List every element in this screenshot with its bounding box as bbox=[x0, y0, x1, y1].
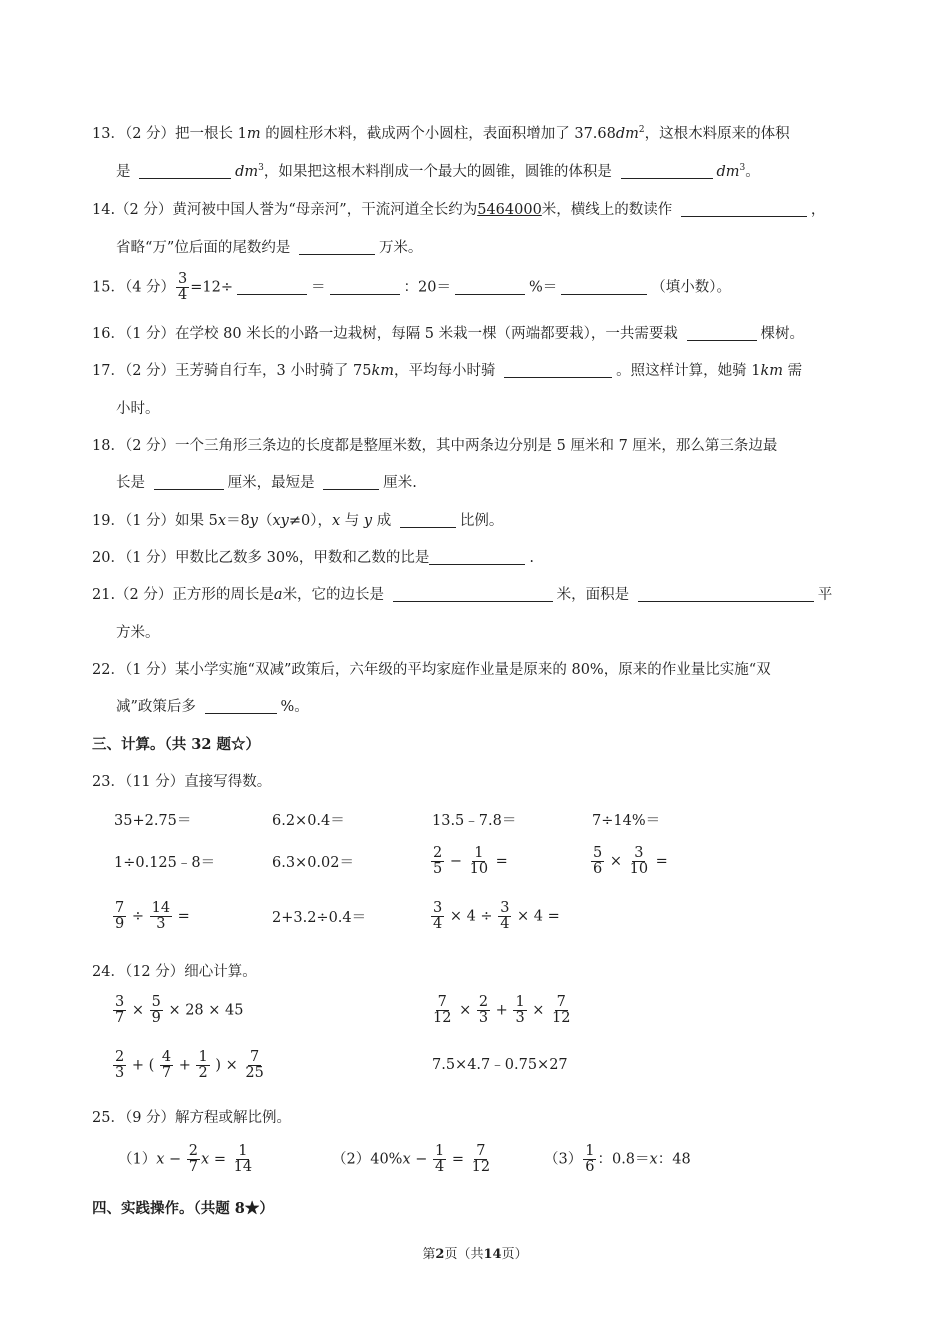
section-3-heading: 三、计算。（共 32 题☆） bbox=[92, 736, 261, 753]
question-16: 16．（1 分）在学校 80 米长的小路一边栽树，每隔 5 米栽一棵（两端都要栽），一共需要栽 棵树。 bbox=[92, 326, 805, 342]
question-23-title: 23．（11 分）直接写得数。 bbox=[92, 774, 272, 790]
answer-blank[interactable] bbox=[205, 699, 277, 714]
calc-expression: 7.5×4.7﹣0.75×27 bbox=[432, 1057, 568, 1073]
answer-blank[interactable] bbox=[429, 550, 525, 565]
question-15: 15．（4 分） $\frac{3}{4}$ =12÷ ＝ ：20＝ %＝ （填小数）。 bbox=[92, 271, 732, 304]
answer-blank[interactable] bbox=[621, 164, 713, 179]
question-21-line2: 方米。 bbox=[116, 625, 160, 641]
calc-expression: $\frac{3}{7}$ × $\frac{5}{9}$ × 28 × 45 bbox=[115, 994, 244, 1027]
calc-item: 1÷0.125﹣8＝ bbox=[114, 855, 216, 871]
page-footer: 第2页（共14页） bbox=[422, 1247, 528, 1262]
calc-item: 7÷14%＝ bbox=[592, 813, 661, 829]
section-4-heading: 四、实践操作。（共题 8★） bbox=[92, 1200, 274, 1217]
question-25-title: 25．（9 分）解方程或解比例。 bbox=[92, 1110, 292, 1126]
question-14-line1: 14.（2 分）黄河被中国人誉为“母亲河”，干流河道全长约为5464000米，横线上的数读作 ， bbox=[92, 202, 826, 218]
calc-item: 13.5﹣7.8＝ bbox=[432, 813, 517, 829]
question-19: 19．（1 分）如果 5x＝8y（xy≠0），x 与 y 成 比例。 bbox=[92, 513, 504, 529]
answer-blank[interactable] bbox=[154, 475, 224, 490]
answer-blank[interactable] bbox=[400, 513, 456, 528]
question-24-title: 24．（12 分）细心计算。 bbox=[92, 964, 257, 980]
answer-blank[interactable] bbox=[504, 363, 612, 378]
calc-item-fraction: $\frac{3}{4}$ × 4 ÷ $\frac{3}{4}$ × 4 = bbox=[433, 900, 560, 933]
calc-expression: $\frac{2}{3}$ + ( $\frac{4}{7}$ + $\frac{1}{2}$ ) × $\frac{7}{25}$ bbox=[115, 1049, 264, 1082]
equation-2: （2）40%x − $\frac{1}{4}$ = $\frac{7}{12}$ bbox=[332, 1143, 491, 1176]
answer-blank[interactable] bbox=[323, 475, 379, 490]
calc-item: 6.3×0.02＝ bbox=[272, 855, 354, 871]
calc-item-fraction: $\frac{7}{9}$ ÷ $\frac{14}{3}$ = bbox=[115, 900, 190, 933]
question-13-line1: 13．（2 分）把一根长 1m 的圆柱形木料，截成两个小圆柱，表面积增加了 $37.68dm^2$，这根木料原来的体积 bbox=[92, 125, 790, 142]
calc-item: 2+3.2÷0.4＝ bbox=[272, 910, 367, 926]
answer-blank[interactable] bbox=[139, 164, 231, 179]
answer-blank[interactable] bbox=[299, 240, 375, 255]
answer-blank[interactable] bbox=[681, 202, 807, 217]
question-20: 20．（1 分）甲数比乙数多 30%，甲数和乙数的比是 . bbox=[92, 550, 534, 566]
answer-blank[interactable] bbox=[561, 280, 647, 295]
question-14-line2: 省略“万”位后面的尾数约是 万米。 bbox=[116, 240, 423, 256]
answer-blank[interactable] bbox=[638, 587, 814, 602]
question-18-line2: 长是 厘米，最短是 厘米. bbox=[116, 475, 417, 491]
question-17-line2: 小时。 bbox=[116, 401, 160, 417]
question-18-line1: 18．（2 分）一个三角形三条边的长度都是整厘米数，其中两条边分别是 5 厘米和 7 厘米，那么第三条边最 bbox=[92, 438, 778, 454]
equation-1: （1）x − $\frac{2}{7}$ x = $\frac{1}{14}$ bbox=[118, 1143, 253, 1176]
equation-3: （3） $\frac{1}{6}$ ：0.8＝x：48 bbox=[544, 1143, 691, 1176]
calc-item: 6.2×0.4＝ bbox=[272, 813, 345, 829]
answer-blank[interactable] bbox=[455, 280, 525, 295]
question-21-line1: 21.（2 分）正方形的周长是a米，它的边长是 米，面积是 平 bbox=[92, 587, 833, 603]
calc-item-fraction: $\frac{5}{6}$ × $\frac{3}{10}$ = bbox=[593, 845, 668, 878]
fraction: $\frac{3}{4}$ bbox=[178, 271, 188, 304]
answer-blank[interactable] bbox=[687, 326, 757, 341]
answer-blank[interactable] bbox=[330, 280, 400, 295]
calc-expression: $\frac{7}{12}$ × $\frac{2}{3}$ + $\frac{1}{3}$ × $\frac{7}{12}$ bbox=[433, 994, 571, 1027]
answer-blank[interactable] bbox=[237, 280, 307, 295]
calc-item-fraction: $\frac{2}{5}$ − $\frac{1}{10}$ = bbox=[433, 845, 508, 878]
question-13-line2: 是 $dm^3$，如果把这根木料削成一个最大的圆锥，圆锥的体积是 $dm^3$。 bbox=[116, 163, 760, 180]
question-22-line1: 22．（1 分）某小学实施“双减”政策后，六年级的平均家庭作业量是原来的 80%，原来的作业量比实施“双 bbox=[92, 662, 771, 678]
question-17-line1: 17．（2 分）王芳骑自行车，3 小时骑了 75km，平均每小时骑 。照这样计算，她骑 1km 需 bbox=[92, 363, 803, 379]
question-22-line2: 减”政策后多 %。 bbox=[116, 699, 309, 715]
calc-item: 35+2.75＝ bbox=[114, 813, 192, 829]
answer-blank[interactable] bbox=[393, 587, 553, 602]
